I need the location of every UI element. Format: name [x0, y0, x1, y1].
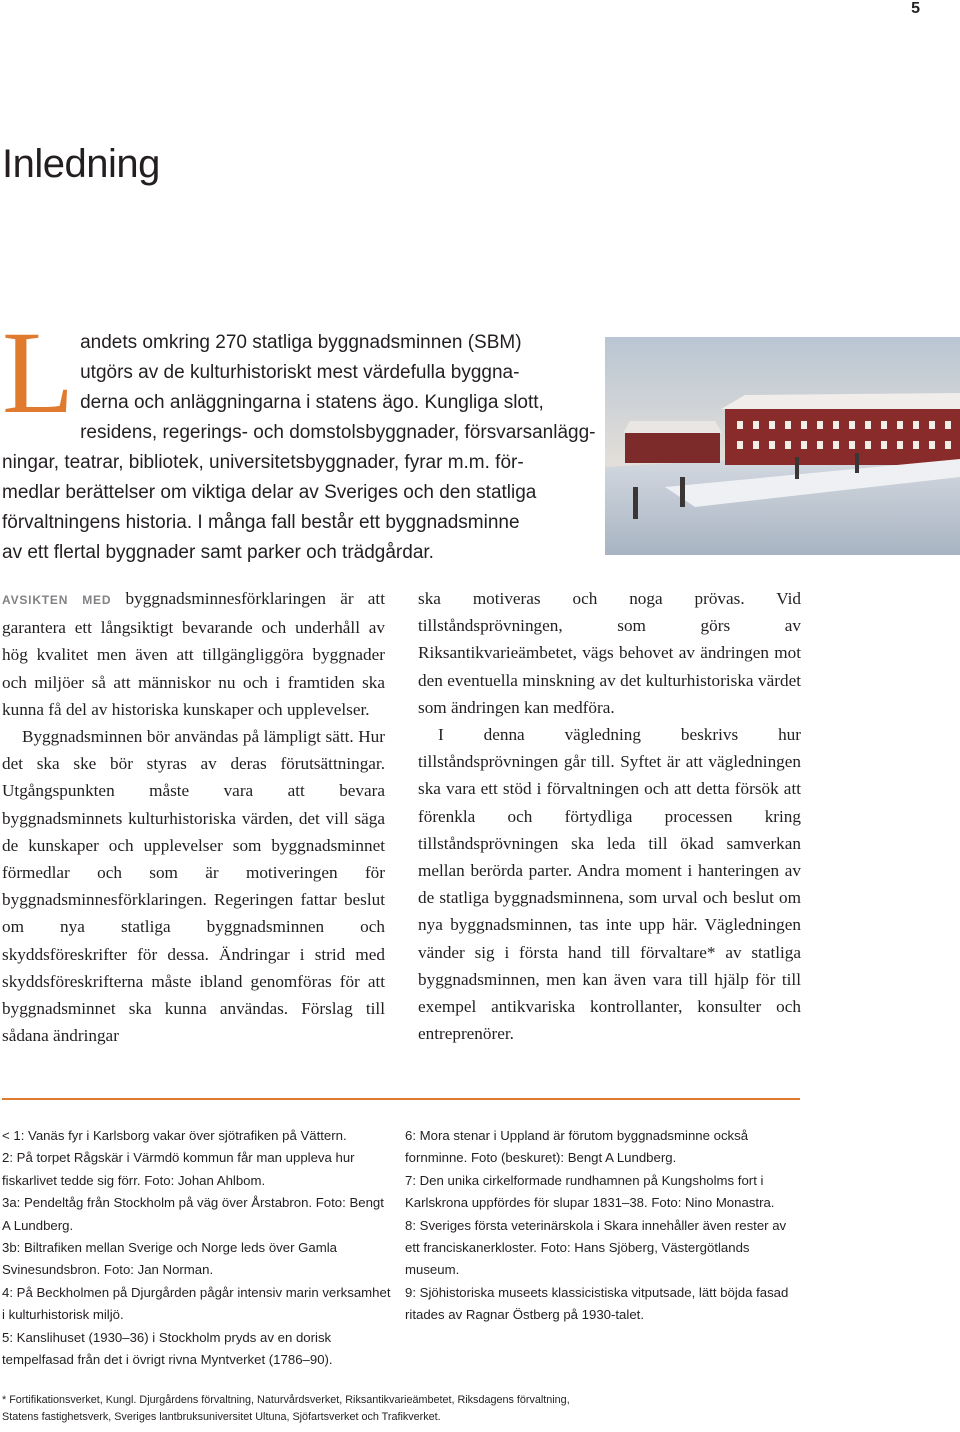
- page-number: 5: [911, 0, 920, 17]
- caption: 3b: Biltrafiken mellan Sverige och Norge leds över Gamla Svinesundsbron. Foto: Jan Norman.: [2, 1240, 337, 1278]
- lead-line: ningar, teatrar, bibliotek, universitetsbyggnader, fyrar m.m. för-: [2, 452, 524, 473]
- body-column-right: [418, 585, 801, 1047]
- lead-line: medlar berättelser om viktiga delar av Sveriges och den statliga: [2, 482, 537, 503]
- body-paragraph: [2, 585, 385, 723]
- lead-line: av ett flertal byggnader samt parker och trädgårdar.: [2, 542, 434, 563]
- drop-cap: L: [2, 307, 75, 438]
- paragraph-text: byggnadsminnesförklaringen är att garantera ett långsiktigt bevarande och underhåll av hög kvalitet men även att tillgängliggöra byggnader och miljöer så att människor nu och i framtiden ska kunna få del av historiska kunskaper och upplevelser.: [2, 589, 385, 719]
- lead-line: residens, regerings- och domstolsbyggnader, försvarsanlägg-: [80, 422, 596, 443]
- lead-line: andets omkring 270 statliga byggnadsminnen (SBM): [80, 332, 522, 353]
- body-paragraph: Byggnadsminnen bör användas på lämpligt sätt. Hur det ska ske bör styras av deras förutsättningar. Utgångspunkten måste vara att bevara byggnadsminnets kulturhistoriska värden, det vill säga de kunskaper och upplevelser som byggnadsminnet förmedlar och som är motiveringen för byggnadsminnesförklaringen. Regeringen fattar beslut om nya statliga byggnadsminnen och skyddsföreskrifter för dessa. Ändringar i strid med skyddsföreskrifterna måste ibland genomföras för att byggnadsminnet ska kunna användas. Förslag till sådana ändringar: [2, 727, 385, 1046]
- caption: 6: Mora stenar i Uppland är förutom byggnadsminne också fornminne. Foto (beskuret): Bengt A Lundberg.: [405, 1128, 749, 1166]
- lead-in: AVSIKTEN MED: [2, 593, 112, 607]
- lead-line: förvaltningens historia. I många fall består ett byggnadsminne: [2, 512, 520, 533]
- body-paragraph: ska motiveras och noga prövas. Vid tillståndsprövningen, som görs av Riksantikvarieämbetet, vägs behovet av ändringen mot den eventuella minskning av det kulturhistoriska värdet som ändringen kan medföra.: [418, 589, 801, 717]
- captions-left: [2, 1125, 394, 1371]
- lead-paragraph: [2, 307, 597, 568]
- caption: 3a: Pendeltåg från Stockholm på väg över Årstabron. Foto: Bengt A Lundberg.: [2, 1195, 384, 1233]
- caption: 5: Kanslihuset (1930–36) i Stockholm pryds av en dorisk tempelfasad från det i övrigt rivna Myntverket (1786–90).: [2, 1329, 333, 1368]
- page-title: Inledning: [2, 142, 160, 186]
- winter-buildings-photo: [605, 337, 960, 555]
- footnote-line: * Fortifikationsverket, Kungl. Djurgårdens förvaltning, Naturvårdsverket, Riksantikvarieämbetet, Riksdagens förvaltning,: [2, 1394, 570, 1406]
- orange-divider: [2, 1098, 800, 1100]
- lead-line: utgörs av de kulturhistoriskt mest värdefulla byggna-: [80, 362, 520, 383]
- caption: 8: Sveriges första veterinärskola i Skara innehåller även rester av ett franciskanerkloster. Foto: Hans Sjöberg, Västergötlands museum.: [405, 1217, 787, 1278]
- caption: 7: Den unika cirkelformade rundhamnen på Kungsholms fort i Karlskrona uppfördes för slupar 1831–38. Foto: Nino Monastra.: [405, 1172, 775, 1211]
- caption: 2: På torpet Rågskär i Värmdö kommun får man uppleva hur fiskarlivet tedde sig förr. Foto: Johan Ahlbom.: [2, 1150, 355, 1188]
- photo-illustration: [605, 337, 960, 555]
- footnote: [2, 1392, 942, 1426]
- footnote-line: Statens fastighetsverk, Sveriges lantbruksuniversitet Ultuna, Sjöfartsverket och Trafikverket.: [2, 1411, 441, 1423]
- body-paragraph: I denna vägledning beskrivs hur tillståndsprövningen går till. Syftet är att vägledningen ska vara ett stöd i förvaltningen och att detta försök att förenkla och förtydliga processen kring tillståndsprövningen ska leda till ökad samverkan mellan berörda parter. Andra moment i hanteringen av de statliga byggnadsminnena, som urval och beslut om nya byggnadsminnen, tas inte upp här. Vägledningen vänder sig i första hand till förvaltare* av statliga byggnadsminnen, men kan även vara till hjälp för till exempel antikvariska kontrollanter, konsulter och entreprenörer.: [418, 725, 801, 1044]
- caption: 9: Sjöhistoriska museets klassicistiska vitputsade, lätt böjda fasad ritades av Ragnar Östberg på 1930-talet.: [405, 1284, 789, 1323]
- body-column-left: [2, 585, 385, 1049]
- lead-line: derna och anläggningarna i statens ägo. Kungliga slott,: [80, 392, 544, 413]
- caption: 4: På Beckholmen på Djurgården pågår intensiv marin verksamhet i kulturhistorisk miljö.: [2, 1284, 391, 1323]
- captions-right: [405, 1125, 800, 1327]
- caption: < 1: Vanäs fyr i Karlsborg vakar över sjötrafiken på Vättern.: [2, 1128, 347, 1143]
